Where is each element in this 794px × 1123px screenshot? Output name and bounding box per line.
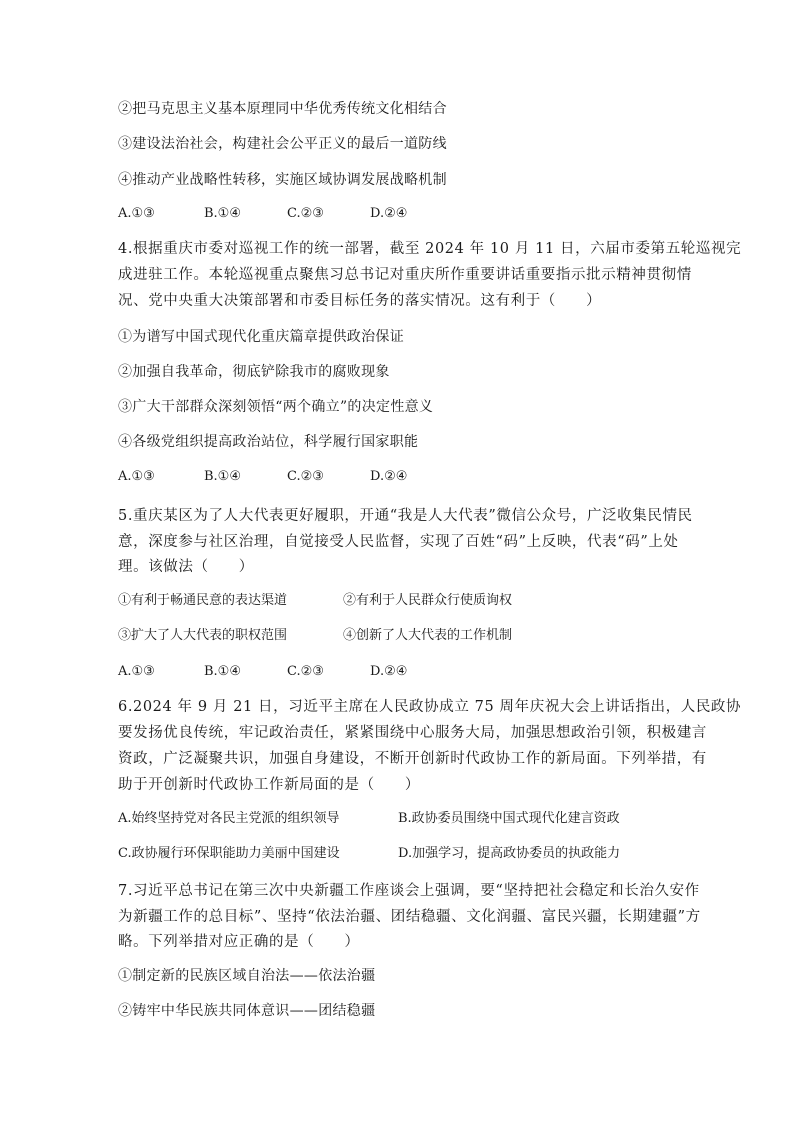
q6-stem-line-1: 6.2024 年 9 月 21 日，习近平主席在人民政协成立 75 周年庆祝大会上讲话指出，人民政协 (118, 699, 742, 715)
q5-stem-line-3: 理。该做法（ ） (118, 559, 254, 575)
q7-stem-line-1: 7.习近平总书记在第三次中央新疆工作座谈会上强调，要“坚持把社会稳定和长治久安作 (118, 883, 700, 899)
q6-stem-line-4: 助于开创新时代政协工作新局面的是（ ） (118, 777, 420, 793)
q3-option-b: B.①④ (204, 206, 241, 221)
q7-stem-line-3: 略。下列举措对应正确的是（ ） (118, 934, 360, 950)
q6-option-d: D.加强学习，提高政协委员的执政能力 (398, 846, 621, 861)
q3-option-a: A.①③ (118, 206, 155, 221)
q7-stem-line-2: 为新疆工作的总目标”、坚持“依法治疆、团结稳疆、文化润疆、富民兴疆，长期建疆”方 (118, 909, 701, 925)
q7-statement-1: ①制定新的民族区域自治法——依法治疆 (118, 968, 376, 984)
q5-statement-3: ③扩大了人大代表的职权范围 (118, 628, 288, 643)
q3-statement-2: ②把马克思主义基本原理同中华优秀传统文化相结合 (118, 101, 447, 117)
q4-option-c: C.②③ (287, 469, 324, 484)
q6-stem-line-2: 要发扬优良传统，牢记政治责任，紧紧围绕中心服务大局，加强思想政治引领，积极建言 (118, 725, 707, 741)
q5-options (118, 663, 678, 681)
q6-option-c: C.政协履行环保职能助力美丽中国建设 (118, 846, 340, 861)
q4-option-a: A.①③ (118, 469, 155, 484)
q6-options-row-2 (118, 845, 678, 863)
q4-options (118, 468, 678, 486)
q3-statement-4: ④推动产业战略性转移，实施区域协调发展战略机制 (118, 172, 447, 188)
q4-option-d: D.②④ (370, 469, 408, 484)
q5-statement-2: ②有利于人民群众行使质询权 (343, 593, 513, 608)
q5-option-a: A.①③ (118, 664, 155, 679)
q4-stem-line-2: 成进驻工作。本轮巡视重点聚焦习总书记对重庆所作重要讲话重要指示批示精神贯彻情 (118, 267, 692, 283)
q5-statements-row-2 (118, 627, 678, 645)
q4-statement-4: ④各级党组织提高政治站位，科学履行国家职能 (118, 434, 419, 450)
q5-stem-line-2: 意，深度参与社区治理，自觉接受人民监督，实现了百姓“码”上反映，代表“码”上处 (118, 534, 679, 550)
q4-statement-3: ③广大干部群众深刻领悟“两个确立”的决定性意义 (118, 399, 434, 415)
q3-option-c: C.②③ (287, 206, 324, 221)
q5-statements-row-1 (118, 592, 678, 610)
q4-option-b: B.①④ (204, 469, 241, 484)
q5-statement-1: ①有利于畅通民意的表达渠道 (118, 593, 288, 608)
q3-options (118, 205, 678, 223)
q6-stem-line-3: 资政，广泛凝聚共识，加强自身建设，不断开创新时代政协工作的新局面。下列举措，有 (118, 751, 707, 767)
q5-statement-4: ④创新了人大代表的工作机制 (343, 628, 513, 643)
q4-statement-1: ①为谱写中国式现代化重庆篇章提供政治保证 (118, 329, 404, 345)
q4-stem-line-1: 4.根据重庆市委对巡视工作的统一部署，截至 2024 年 10 月 11 日，六届市委第五轮巡视完 (118, 241, 742, 257)
q5-option-c: C.②③ (287, 664, 324, 679)
q4-stem-line-3: 况、党中央重大决策部署和市委目标任务的落实情况。这有利于（ ） (118, 293, 602, 309)
q3-option-d: D.②④ (370, 206, 408, 221)
q3-statement-3: ③建设法治社会，构建社会公平正义的最后一道防线 (118, 136, 447, 152)
q5-stem-line-1: 5.重庆某区为了人大代表更好履职，开通“我是人大代表”微信公众号，广泛收集民情民 (118, 508, 693, 524)
q7-statement-2: ②铸牢中华民族共同体意识——团结稳疆 (118, 1003, 376, 1019)
q6-options-row-1 (118, 810, 678, 828)
q5-option-b: B.①④ (204, 664, 241, 679)
q6-option-a: A.始终坚持党对各民主党派的组织领导 (118, 811, 340, 826)
q4-statement-2: ②加强自我革命，彻底铲除我市的腐败现象 (118, 364, 390, 380)
q5-option-d: D.②④ (370, 664, 408, 679)
q6-option-b: B.政协委员围绕中国式现代化建言资政 (398, 811, 620, 826)
